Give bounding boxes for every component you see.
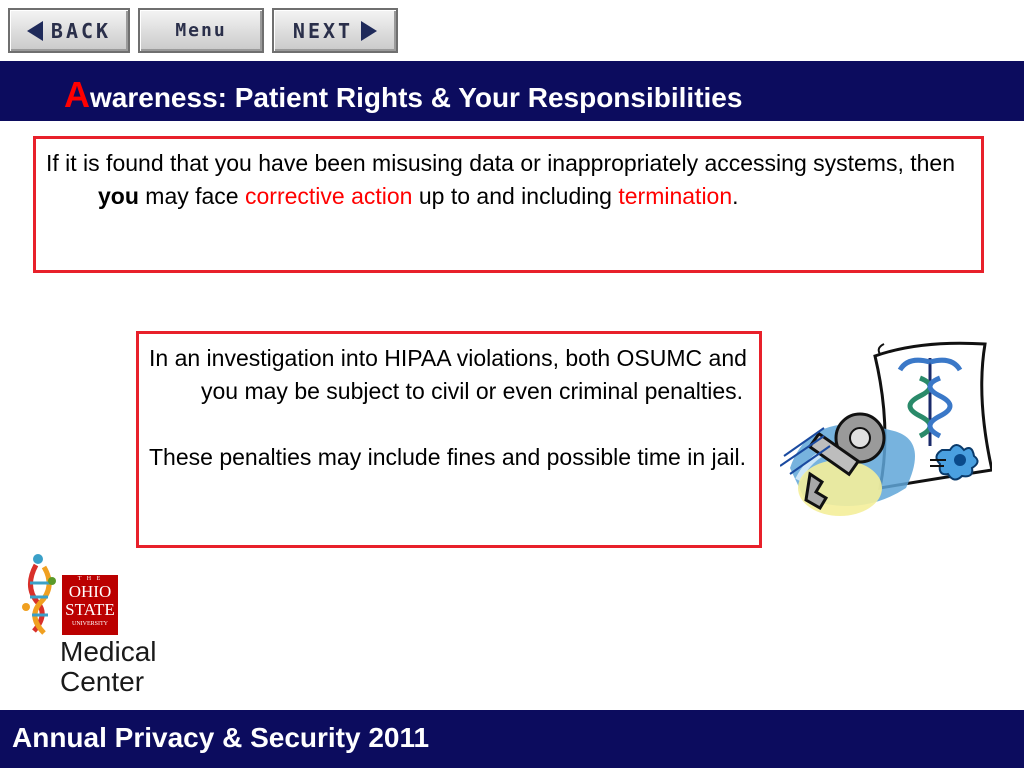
- warning-text-corrective-action: corrective action: [245, 183, 413, 209]
- warning-text-termination: termination: [618, 183, 733, 209]
- next-button-label: NEXT: [292, 18, 354, 43]
- logo-university: UNIVERSITY: [72, 621, 108, 627]
- warning-text-5: up to and including: [412, 183, 619, 209]
- penalties-paragraph: These penalties may include fines and possible time in jail.: [149, 444, 747, 470]
- investigation-paragraph: In an investigation into HIPAA violations, both OSUMC and you may be subject to civil or even criminal penalties.: [149, 345, 747, 404]
- back-arrow-icon: [27, 21, 43, 41]
- menu-button-label: Menu: [175, 20, 227, 41]
- logo-state: STATE: [65, 600, 115, 619]
- warning-paragraph: [46, 147, 971, 213]
- page-title-initial: A: [64, 74, 90, 115]
- caduceus-key-clipart: [780, 338, 992, 530]
- osu-wordmark: [62, 575, 118, 635]
- warning-text-you: you: [98, 183, 139, 209]
- logo-center: Center: [60, 666, 145, 697]
- warning-box: [33, 136, 984, 273]
- next-arrow-icon: [361, 21, 377, 41]
- logo-medical: Medical: [60, 636, 157, 667]
- logo-the: T H E: [77, 576, 103, 582]
- logo-ohio: OHIO: [68, 582, 112, 601]
- paragraph-gap: [149, 408, 749, 441]
- menu-button[interactable]: [138, 8, 264, 53]
- warning-text-7: .: [732, 183, 739, 209]
- footer-title: Annual Privacy & Security 2011: [12, 722, 430, 753]
- page-title: [64, 74, 742, 116]
- page-title-rest: wareness: Patient Rights & Your Responsibilities: [90, 82, 743, 113]
- logo-medical-center: [60, 637, 156, 697]
- warning-text-1: If it is found that you have been misusing data or inappropriately accessing systems, then: [46, 150, 956, 176]
- next-button[interactable]: [272, 8, 398, 53]
- back-button-label: BACK: [50, 18, 112, 43]
- warning-text-3: may face: [138, 183, 245, 209]
- back-button[interactable]: [8, 8, 130, 53]
- penalties-box: [136, 331, 762, 548]
